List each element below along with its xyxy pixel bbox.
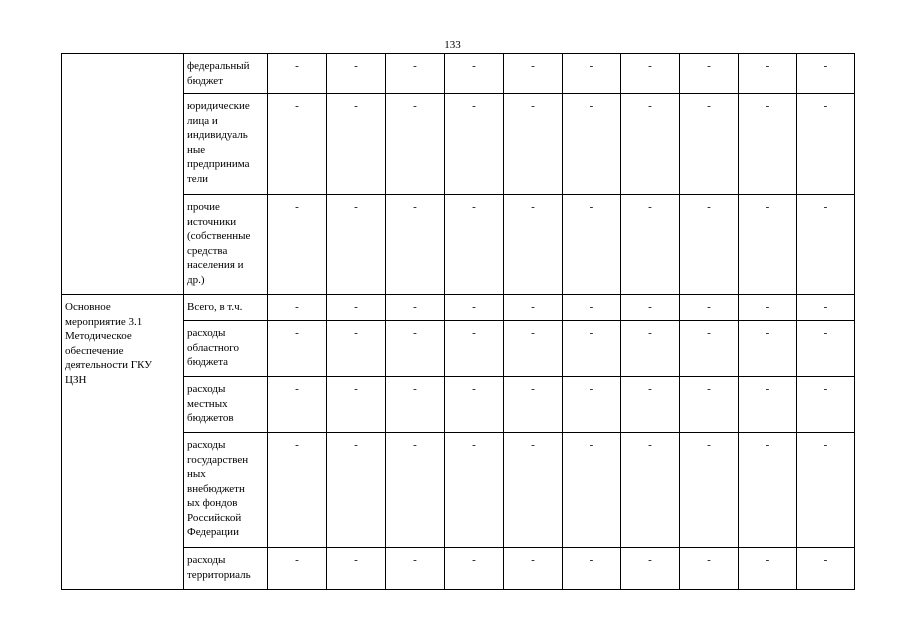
value-cell: - [268,433,327,548]
value-cell: - [268,94,327,195]
value-cell: - [739,321,797,377]
value-cell: - [327,195,386,295]
value-cell: - [739,433,797,548]
value-cell: - [563,321,621,377]
funding-source-label: расходы областного бюджета [187,327,240,368]
value-cell: - [327,54,386,94]
funding-source-label: Всего, в т.ч. [187,301,243,313]
funding-source-label: федеральный бюджет [187,60,250,87]
value-cell: - [680,295,739,321]
value-cell: - [386,321,445,377]
value-cell: - [504,548,563,590]
value-cell: - [680,94,739,195]
value-cell: - [797,54,855,94]
measure-cell [62,295,184,590]
value-cell: - [504,54,563,94]
funding-source-cell [184,54,268,94]
value-cell: - [797,548,855,590]
value-cell: - [268,195,327,295]
value-cell: - [563,54,621,94]
measure-label: Основное мероприятие 3.1 Методическое обеспечение деятельности ГКУ ЦЗН [65,301,152,386]
funding-source-cell [184,195,268,295]
value-cell: - [504,433,563,548]
value-cell: - [621,377,680,433]
value-cell: - [621,295,680,321]
value-cell: - [680,54,739,94]
value-cell: - [739,94,797,195]
value-cell: - [621,548,680,590]
value-cell: - [327,295,386,321]
funding-source-cell [184,295,268,321]
value-cell: - [327,548,386,590]
value-cell: - [739,195,797,295]
funding-source-label: расходы местных бюджетов [187,383,234,424]
value-cell: - [797,377,855,433]
value-cell: - [739,295,797,321]
value-cell: - [445,54,504,94]
value-cell: - [563,433,621,548]
value-cell: - [445,295,504,321]
funding-source-label: расходы территориаль [187,554,251,581]
value-cell: - [680,377,739,433]
value-cell: - [680,195,739,295]
value-cell: - [621,433,680,548]
value-cell: - [739,548,797,590]
value-cell: - [327,433,386,548]
value-cell: - [504,377,563,433]
value-cell: - [563,195,621,295]
value-cell: - [680,433,739,548]
value-cell: - [504,195,563,295]
value-cell: - [504,321,563,377]
value-cell: - [621,321,680,377]
value-cell: - [327,377,386,433]
value-cell: - [445,321,504,377]
value-cell: - [621,94,680,195]
value-cell: - [386,94,445,195]
value-cell: - [445,548,504,590]
funding-source-cell [184,321,268,377]
value-cell: - [797,321,855,377]
value-cell: - [386,54,445,94]
funding-source-cell [184,94,268,195]
value-cell: - [797,433,855,548]
value-cell: - [739,54,797,94]
value-cell: - [386,548,445,590]
value-cell: - [739,377,797,433]
value-cell: - [563,377,621,433]
table-row [62,295,855,321]
funding-source-cell [184,548,268,590]
value-cell: - [621,54,680,94]
value-cell: - [386,295,445,321]
value-cell: - [797,295,855,321]
funding-source-cell [184,433,268,548]
value-cell: - [268,321,327,377]
table-body [62,54,855,590]
value-cell: - [268,548,327,590]
value-cell: - [327,321,386,377]
value-cell: - [563,548,621,590]
value-cell: - [386,433,445,548]
funding-source-cell [184,377,268,433]
value-cell: - [504,94,563,195]
measure-cell [62,54,184,295]
funding-source-label: юридические лица и индивидуаль ные предпринима тели [187,100,250,185]
value-cell: - [386,195,445,295]
value-cell: - [386,377,445,433]
value-cell: - [445,94,504,195]
page-number: 133 [444,39,461,51]
funding-source-label: прочие источники (собственные средства населения и др.) [187,201,251,286]
value-cell: - [327,94,386,195]
value-cell: - [445,195,504,295]
value-cell: - [268,377,327,433]
value-cell: - [621,195,680,295]
value-cell: - [680,548,739,590]
value-cell: - [268,295,327,321]
funding-source-label: расходы государствен ных внебюджетн ых фондов Российской Федерации [187,439,249,538]
value-cell: - [445,377,504,433]
value-cell: - [797,94,855,195]
budget-table [61,53,855,590]
value-cell: - [680,321,739,377]
value-cell: - [268,54,327,94]
value-cell: - [563,295,621,321]
value-cell: - [563,94,621,195]
value-cell: - [504,295,563,321]
value-cell: - [797,195,855,295]
value-cell: - [445,433,504,548]
table-row [62,54,855,94]
